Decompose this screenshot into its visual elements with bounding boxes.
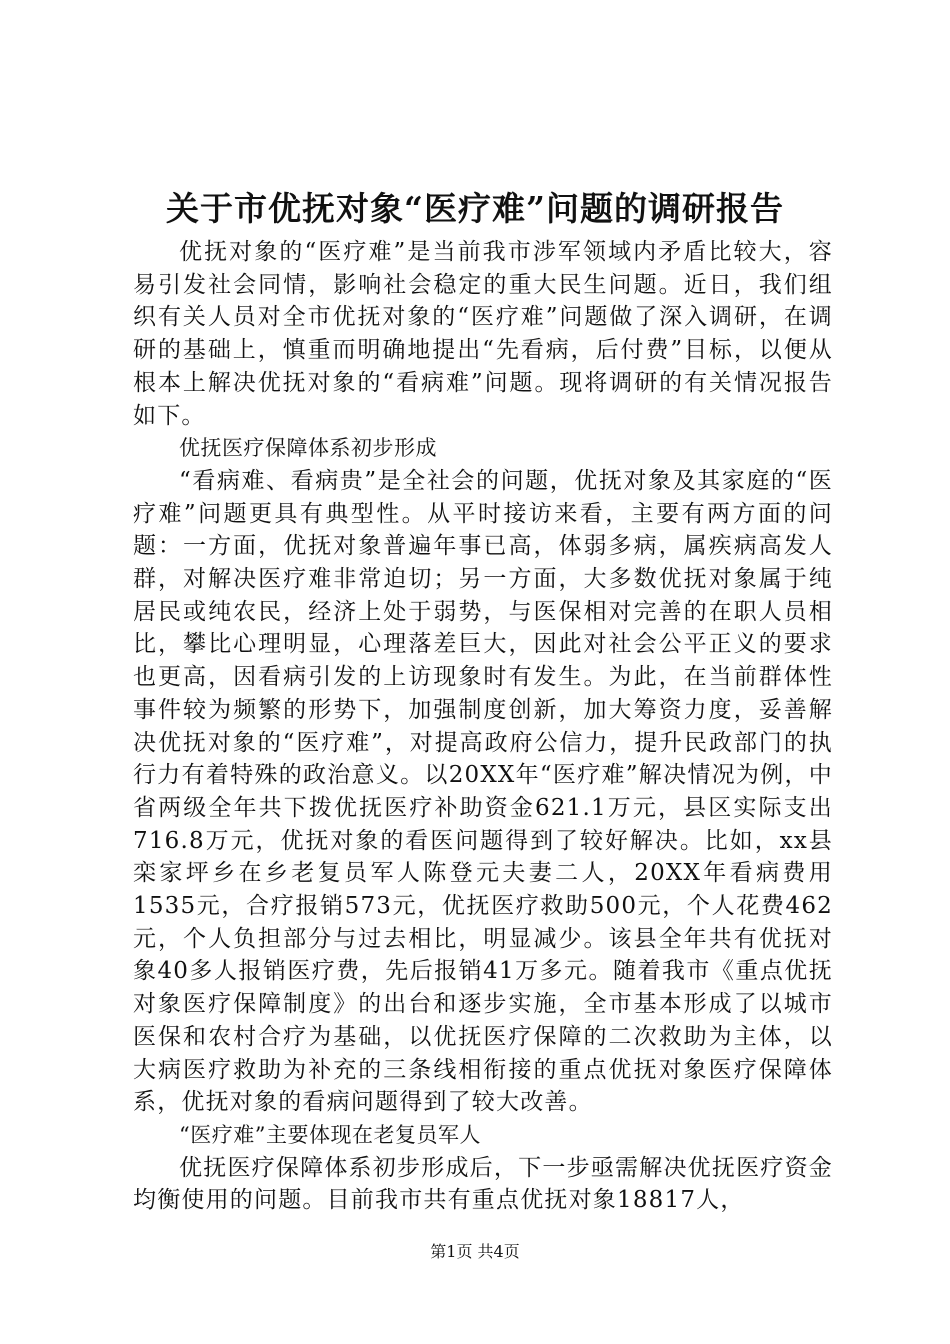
body-paragraph-2: 优抚医疗保障体系初步形成后，下一步亟需解决优抚医疗资金均衡使用的问题。目前我市共有重点优抚对象18817人，: [133, 1154, 833, 1214]
document-body: [133, 236, 833, 1217]
section-heading-2: “医疗难”主要体现在老复员军人: [179, 1122, 481, 1147]
document-title: 关于市优抚对象“医疗难”问题的调研报告: [166, 189, 784, 228]
body-paragraph-1: “看病难、看病贵”是全社会的问题，优抚对象及其家庭的“医疗难”问题更具有典型性。从平时接访来看，主要有两方面的问题：一方面，优抚对象普遍年事已高，体弱多病，属疾病高发人群，对解决医疗难非常迫切；另一方面，大多数优抚对象属于纯居民或纯农民，经济上处于弱势，与医保相对完善的在职人员相比，攀比心理明显，心理落差巨大，因此对社会公平正义的要求也更高，因看病引发的上访现象时有发生。为此，在当前群体性事件较为频繁的形势下，加强制度创新，加大筹资力度，妥善解决优抚对象的“医疗难”，对提高政府公信力，提升民政部门的执行力有着特殊的政治意义。以20XX年“医疗难”解决情况为例，中省两级全年共下拨优抚医疗补助资金621.1万元，县区实际支出716.8万元，优抚对象的看医问题得到了较好解决。比如，xx县栾家坪乡在乡老复员军人陈登元夫妻二人，20XX年看病费用1535元，合疗报销573元，优抚医疗救助500元，个人花费462元，个人负担部分与过去相比，明显减少。该县全年共有优抚对象40多人报销医疗费，先后报销41万多元。随着我市《重点优抚对象医疗保障制度》的出台和逐步实施，全市基本形成了以城市医保和农村合疗为基础，以优抚医疗保障的二次救助为主体，以大病医疗救助为补充的三条线相衔接的重点优抚对象医疗保障体系，优抚对象的看病问题得到了较大改善。: [133, 467, 833, 1116]
intro-paragraph: 优抚对象的“医疗难”是当前我市涉军领域内矛盾比较大，容易引发社会同情，影响社会稳定的重大民生问题。近日，我们组织有关人员对全市优抚对象的“医疗难”问题做了深入调研，在调研的基础上，慎重而明确地提出“先看病，后付费”目标，以便从根本上解决优抚对象的“看病难”问题。现将调研的有关情况报告如下。: [133, 239, 833, 429]
page-footer: 第1页 共4页: [430, 1242, 520, 1261]
section-heading-1: 优抚医疗保障体系初步形成: [179, 436, 437, 461]
